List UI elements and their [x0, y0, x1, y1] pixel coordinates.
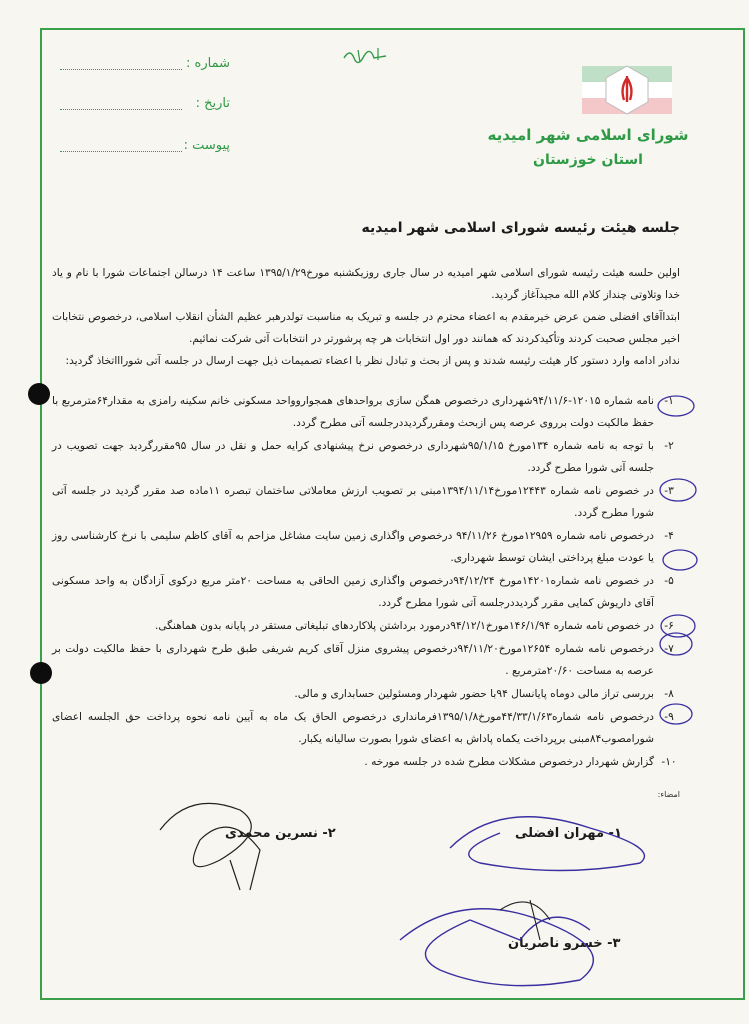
item-text: در خصوص نامه شماره۱۴۲۰۱مورخ ۹۴/۱۲/۲۴درخصوص واگذاری زمین الحاقی به مساحت ۲۰متر مربع درکوی آزادگان به واحد مسکونی آقای داریوش کمایی مقرر گردیددرجلسه آتی شورا مطرح گردد. [52, 575, 654, 609]
list-item [52, 615, 680, 637]
intro-text [52, 262, 680, 372]
signer-1: ۱- مهران افضلی [515, 826, 622, 841]
province-name: استان خوزستان [533, 152, 643, 168]
item-number: ۴- [664, 530, 674, 542]
basmala-calligraphy [340, 42, 390, 66]
date-dotted-line [60, 109, 182, 110]
signature-note: امضاء: [657, 790, 680, 799]
item-text: در خصوص نامه شماره ۱۲۴۴۳مورخ۱۳۹۴/۱۱/۱۴مبنی بر تصویب ارزش معاملاتی ساختمان تبصره ۱۱ماده صد مقرر گردید در جلسه آتی شورا مطرح گردد. [52, 485, 654, 519]
item-number: ۲- [664, 440, 674, 452]
item-number: ۵- [664, 575, 674, 587]
signer-3: ۳- خسرو ناصریان [508, 936, 621, 951]
date-field [60, 96, 230, 116]
item-text: درخصوص نامه شماره ۱۲۶۵۴مورخ۹۴/۱۱/۲۰درخصوص پیشروی منزل آقای کریم شریفی طبق طرح شهرداری با حفظ مالکیت دولت بر عرصه به مساحت ۲۰/۶۰مترمربع . [52, 643, 654, 677]
item-text: درخصوص نامه شماره ۱۲۹۵۹مورخ ۹۴/۱۱/۲۶ درخصوص واگذاری زمین سایت مشاغل مزاحم به آقای کاظم سلیمی با نرخ کارشناسی روز یا عودت مبلغ پرداختی ایشان توسط شهرداری. [52, 530, 654, 564]
intro-paragraph: اولین حلسه هیئت رئیسه شورای اسلامی شهر امیدیه در سال جاری روزیکشنبه مورخ۱۳۹۵/۱/۲۹ ساعت ۱۴ درسالن اجتماعات شورا با نام و یاد خدا وتلاوتی چنداز کلام الله مجیدآغاز گردید. [52, 267, 680, 301]
attachment-label: پیوست : [183, 138, 230, 153]
item-number: ۱- [664, 395, 674, 407]
item-number: ۹- [664, 711, 674, 723]
item-number: ۶- [664, 620, 674, 632]
item-text: نامه شماره ۱۲۰۱۵-۹۴/۱۱/۶شهرداری درخصوص همگن سازی برواحدهای همجواروواحد مسکونی خانم سکینه رامزی به مقدار۶۴مترمربع با حفظ مالکیت دولت برروی عرصه پس ازبحث ومقررگردیددرجلسه آتی مطرح گردد. [52, 395, 654, 429]
decision-list [52, 390, 680, 774]
council-name: شورای اسلامی شهر امیدیه [487, 126, 689, 144]
intro-paragraph: ندادر ادامه وارد دستور کار هیئت رئیسه شدند و پس از بحث و تبادل نظر با اعضاء تصمیمات ذیل جهت ارسال در جلسه آتی شوراااتخاذ گردید: [65, 355, 680, 367]
list-item [52, 683, 680, 705]
date-label: تاریخ : [195, 96, 230, 111]
list-item [52, 435, 680, 479]
punch-hole-top [28, 383, 50, 405]
attachment-field [60, 138, 230, 158]
number-field [60, 56, 230, 76]
list-item [52, 570, 680, 614]
item-number: ۳- [664, 485, 674, 497]
item-number: ۸- [664, 688, 674, 700]
list-item [52, 751, 680, 773]
attachment-dotted-line [60, 151, 182, 152]
punch-hole-bottom [30, 662, 52, 684]
number-dotted-line [60, 69, 182, 70]
item-text: در خصوص نامه شماره ۱۴۶/۱/۹۴مورخ۹۴/۱۲/۱درمورد برداشتن پلاکاردهای تبلیغاتی مستقر در پایانه بدون هماهنگی. [154, 620, 654, 632]
item-text: گزارش شهردار درخصوص مشکلات مطرح شده در جلسه مورخه . [364, 756, 654, 768]
number-label: شماره : [186, 56, 230, 71]
document-title: جلسه هیئت رئیسه شورای اسلامی شهر امیدیه [361, 220, 680, 236]
list-item [52, 525, 680, 569]
intro-paragraph: ابتدا‌آقای افضلی ضمن عرض خیرمقدم به اعضاء محترم در جلسه و تبریک به مناسبت تولدرهبر عظیم الشأن انقلاب اسلامی، درخصوص نتخابات اخیر مجلس صحبت کردند وتأکیدکردند که همانند دور اول انتخابات هر چه پرشورتر در انتخابات آتی شرکت نمائیم. [52, 311, 680, 345]
list-item [52, 638, 680, 682]
item-text: با توجه به نامه شماره ۱۳۴مورخ ۹۵/۱/۱۵شهرداری درخصوص نرخ پیشنهادی کرایه حمل و نقل در سال ۹۵مقررگردید جهت تصویب در جلسه آتی شورا مطرح گردد. [52, 440, 655, 474]
item-number: ۷- [664, 643, 674, 655]
list-item [52, 480, 680, 524]
council-logo [582, 58, 672, 118]
signer-2: ۲- نسرین محمدی [225, 826, 336, 841]
item-text: بر‌رسی تراز مالی دوماه پایانسال ۹۴با حضور شهردار ومسئولین حسابداری و مالی. [294, 688, 654, 700]
item-text: درخصوص نامه شماره۴۴/۳۳/۱/۶۳مورخ۱۳۹۵/۱/۸فرمانداری درخصوص الحاق یک ماه به آیین نامه نحوه پرداخت حق الجلسه اعضای شورامصوب۸۴مبنی برپرداخت یکماه پاداش به اعضای شورا بصورت سالیانه یکبار. [52, 711, 654, 745]
list-item [52, 390, 680, 434]
list-item [52, 706, 680, 750]
item-number: ۱۰- [661, 756, 677, 768]
